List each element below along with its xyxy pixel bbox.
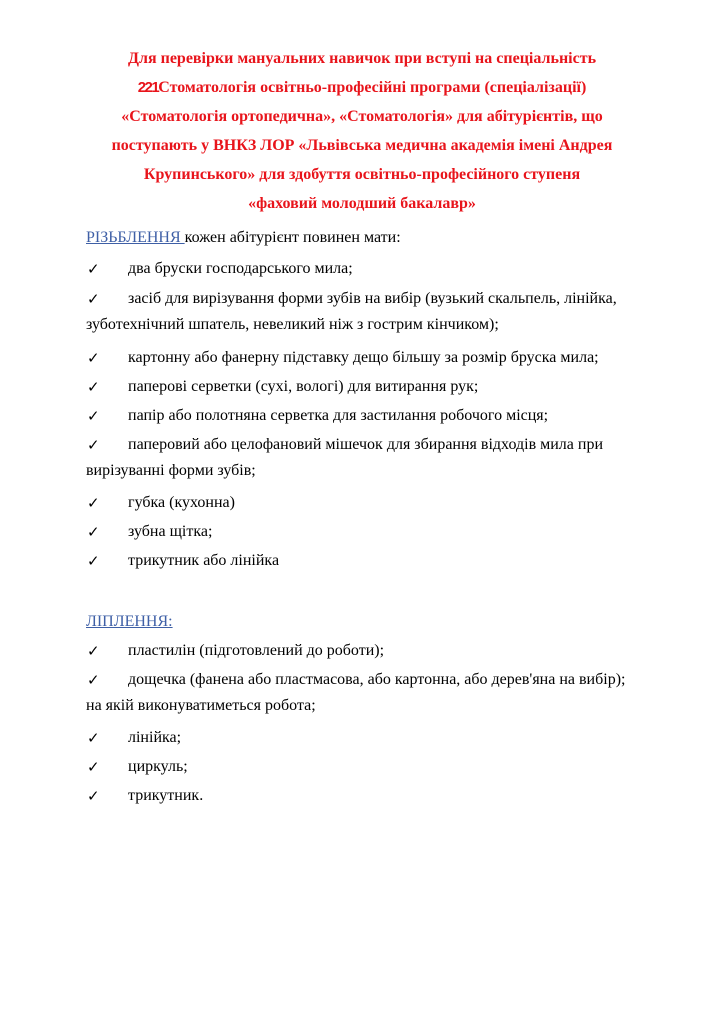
list-item-text: папір або полотняна серветка для застилання робочого місця; (128, 407, 549, 424)
list-item-text: лінійка; (128, 729, 182, 746)
header-line-5: Крупинського» для здобуття освітньо-професійного ступеня (143, 166, 581, 183)
list-item-text: зубна щітка; (128, 523, 213, 540)
list-item-text: паперові серветки (сухі, вологі) для витирання рук; (128, 378, 479, 395)
header-line-2 (60, 73, 664, 102)
specialty-name: Стоматологія освітньо-професійні програми (спеціалізації) (158, 79, 587, 96)
list-item-continuation: на якій виконуватиметься робота; (86, 697, 316, 714)
list-item-text: циркуль; (128, 758, 188, 775)
header-line-1: Для перевірки мануальних навичок при вступі на спеціальність (127, 50, 597, 67)
list-item-text: трикутник. (128, 787, 204, 804)
checkmark-icon: ✓ (87, 436, 100, 454)
list-item-text: губка (кухонна) (128, 494, 235, 511)
list-item-text: пластилін (підготовлений до роботи); (128, 642, 385, 659)
modeling-heading (86, 609, 173, 635)
checkmark-icon: ✓ (87, 787, 100, 805)
header-line-3: «Стоматологія ортопедична», «Стоматологія» для абітурієнтів, що (121, 108, 603, 125)
carving-intro: кожен абітурієнт повинен мати: (184, 229, 401, 246)
checkmark-icon: ✓ (87, 729, 100, 747)
carving-heading (86, 225, 401, 251)
list-item-text: паперовий або целофановий мішечок для збирання відходів мила при (128, 436, 604, 453)
checkmark-icon: ✓ (87, 290, 100, 308)
checkmark-icon: ✓ (87, 378, 100, 396)
checkmark-icon: ✓ (87, 407, 100, 425)
list-item-text: два бруски господарського мила; (128, 260, 353, 277)
document-header (60, 44, 664, 218)
checkmark-icon: ✓ (87, 758, 100, 776)
checkmark-icon: ✓ (87, 552, 100, 570)
list-item-text: трикутник або лінійка (128, 552, 280, 569)
modeling-title: ЛІПЛЕННЯ: (86, 613, 173, 630)
carving-title: РІЗЬБЛЕННЯ (86, 229, 185, 246)
specialty-code: 221 (137, 79, 159, 96)
list-item-text: засіб для вирізування форми зубів на вибір (вузький скальпель, лінійка, (128, 290, 617, 307)
list-item-text: картонну або фанерну підставку дещо більшу за розмір бруска мила; (128, 349, 599, 366)
list-item-continuation: вирізуванні форми зубів; (86, 462, 256, 479)
checkmark-icon: ✓ (87, 642, 100, 660)
checkmark-icon: ✓ (87, 671, 100, 689)
header-line-4: поступають у ВНКЗ ЛОР «Львівська медична академія імені Андрея (111, 137, 613, 154)
checkmark-icon: ✓ (87, 523, 100, 541)
header-line-6: «фаховий молодший бакалавр» (248, 195, 476, 212)
list-item-text: дощечка (фанена або пластмасова, або картонна, або дерев'яна на вибір); (128, 671, 626, 688)
checkmark-icon: ✓ (87, 349, 100, 367)
checkmark-icon: ✓ (87, 260, 100, 278)
checkmark-icon: ✓ (87, 494, 100, 512)
list-item-continuation: зуботехнічний шпатель, невеликий ніж з гострим кінчиком); (86, 316, 499, 333)
